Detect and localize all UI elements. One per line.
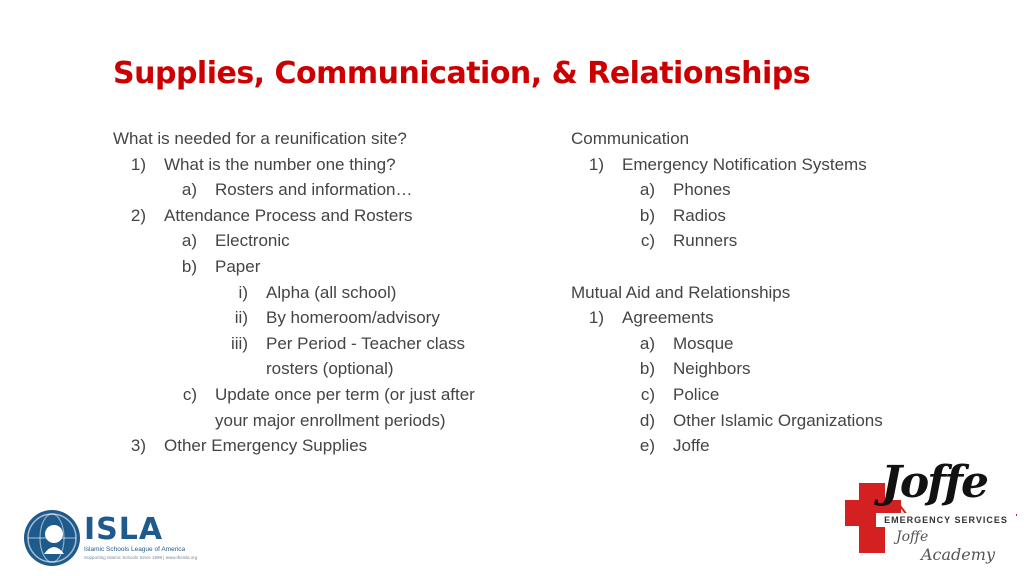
outline-marker: a) <box>181 231 197 251</box>
outline-marker: ii) <box>234 308 248 328</box>
outline-text: Communication <box>571 129 690 148</box>
outline-text: Rosters and information… <box>215 180 413 200</box>
joffe-logo <box>843 455 1019 570</box>
outline-text: Other Islamic Organizations <box>673 410 883 430</box>
outline-text: Paper <box>215 256 261 276</box>
outline-item <box>113 408 513 434</box>
outline-text: What is the number one thing? <box>164 154 396 174</box>
outline-text: Phones <box>673 180 731 200</box>
outline-text: Per Period - Teacher class <box>266 333 466 353</box>
outline-marker: 1) <box>588 308 604 328</box>
outline-marker: c) <box>640 384 655 404</box>
outline-marker: iii) <box>231 333 248 353</box>
outline-text: Joffe <box>673 436 710 456</box>
outline-item <box>571 382 991 408</box>
outline-text: Agreements <box>622 308 714 328</box>
outline-spacer <box>571 254 991 280</box>
outline-item <box>113 356 513 382</box>
outline-text: Radios <box>673 205 726 225</box>
outline-marker: c) <box>640 231 655 251</box>
outline-text: Runners <box>673 231 738 251</box>
outline-marker: i) <box>238 282 248 302</box>
outline-item <box>571 177 991 203</box>
outline-marker: b) <box>639 205 655 225</box>
outline-text: rosters (optional) <box>266 359 394 379</box>
outline-item <box>113 203 513 229</box>
outline-item <box>113 305 513 331</box>
outline-text: What is needed for a reunification site? <box>113 129 407 148</box>
outline-heading <box>113 126 513 152</box>
joffe-wordmark: Joffe <box>881 457 988 508</box>
outline-text: your major enrollment periods) <box>215 410 446 430</box>
outline-item <box>571 203 991 229</box>
outline-heading <box>571 126 991 152</box>
outline-item <box>571 228 991 254</box>
outline-text: Emergency Notification Systems <box>622 154 867 174</box>
outline-text: Attendance Process and Rosters <box>164 205 413 225</box>
joffe-emergency-services: EMERGENCY SERVICES <box>876 513 1016 527</box>
joffe-academy-line2: Academy <box>921 545 995 564</box>
outline-text: Update once per term (or just after <box>215 384 475 404</box>
outline-text: Neighbors <box>673 359 751 379</box>
outline-marker: b) <box>639 359 655 379</box>
slide-title: Supplies, Communication, & Relationships <box>113 56 811 91</box>
outline-item <box>113 331 513 357</box>
isla-globe-icon <box>22 508 84 568</box>
outline-item <box>571 331 991 357</box>
joffe-academy-line1: Joffe <box>896 529 929 545</box>
isla-tagline: Supporting Islamic Schools Since 1998 | www.theisla.org <box>84 555 198 560</box>
left-outline <box>113 126 513 459</box>
isla-wordmark: ISLA <box>84 512 164 547</box>
outline-item <box>113 382 513 408</box>
outline-text: Other Emergency Supplies <box>164 436 368 456</box>
outline-text: Mosque <box>673 333 734 353</box>
outline-marker: a) <box>639 180 655 200</box>
outline-marker: d) <box>639 410 655 430</box>
outline-heading <box>571 280 991 306</box>
outline-marker: a) <box>639 333 655 353</box>
outline-marker: a) <box>181 180 197 200</box>
outline-item <box>113 280 513 306</box>
outline-item <box>113 152 513 178</box>
outline-text: Alpha (all school) <box>266 282 397 302</box>
outline-item <box>571 408 991 434</box>
outline-text: By homeroom/advisory <box>266 308 440 328</box>
outline-marker: 2) <box>130 205 146 225</box>
outline-text: Electronic <box>215 231 290 251</box>
isla-logo <box>22 508 212 568</box>
outline-text: Mutual Aid and Relationships <box>571 282 791 302</box>
outline-item <box>113 228 513 254</box>
outline-text: Police <box>673 384 720 404</box>
outline-marker: c) <box>182 384 197 404</box>
right-outline <box>571 126 991 459</box>
outline-item <box>571 152 991 178</box>
outline-marker: 3) <box>130 436 146 456</box>
outline-marker: 1) <box>130 154 146 174</box>
outline-item <box>113 177 513 203</box>
outline-item <box>571 356 991 382</box>
outline-item <box>571 305 991 331</box>
isla-subtitle: Islamic Schools League of America <box>84 546 186 553</box>
outline-item <box>113 254 513 280</box>
outline-marker: e) <box>639 436 655 456</box>
outline-marker: 1) <box>588 154 604 174</box>
outline-marker: b) <box>181 256 197 276</box>
outline-item <box>113 433 513 459</box>
